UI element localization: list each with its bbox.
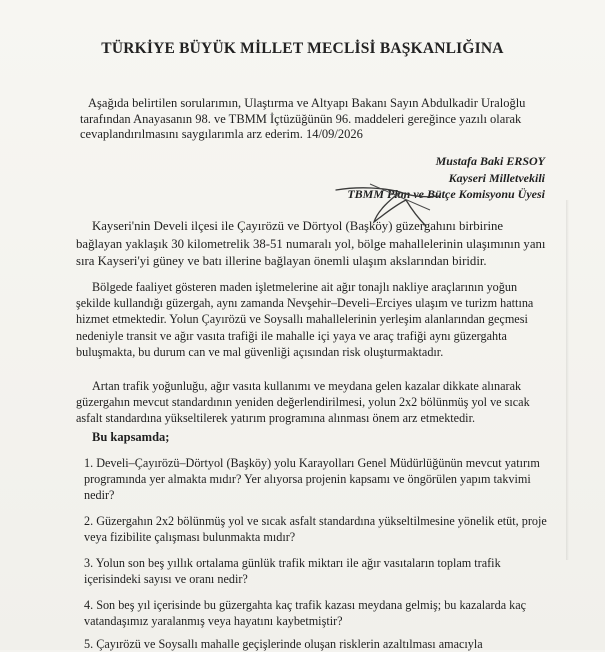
question-2: 2. Güzergahın 2x2 bölünmüş yol ve sıcak asfalt standardına yükseltilmesine yönelik etüt, proje veya fizibilite çalışması bulunmakta mıdır? [84,514,547,544]
signer-committee: TBMM Plan ve Bütçe Komisyonu Üyesi [347,187,545,201]
signer-name: Mustafa Baki ERSOY [435,154,545,168]
body-paragraph-1: Kayseri'nin Develi ilçesi ile Çayırözü ve Dörtyol (Başköy) güzergahını birbirine bağlayan yaklaşık 30 kilometrelik 38-51 numaralı yol, bölge mahallelerinin ulaşımının yanı sıra Kayseri'yi güney ve batı illerine bağlayan önemli ulaşım akslarından biridir. [76,219,546,268]
question-1: 1. Develi–Çayırözü–Dörtyol (Başköy) yolu Karayolları Genel Müdürlüğünün mevcut yatırım programında yer almakta mıdır? Yer alıyorsa projenin kapsamı ve öngörülen yapım takvimi nedir? [84,456,540,502]
questions-heading: Bu kapsamda; [92,430,170,444]
question-5: 5. Çayırözü ve Soysallı mahalle geçişlerinde oluşan risklerin azaltılması amacıyla [84,637,483,651]
page-fold-shadow [566,200,569,560]
body-paragraph-3: Artan trafik yoğunluğu, ağır vasıta kullanımı ve meydana gelen kazalar dikkate alınarak güzergahın mevcut standardının yeniden değerlendirilmesi, yolun 2x2 bölünmüş yol ve sıcak asfalt standardına yükseltilerek yatırım programına alınması önem arz etmektedir. [76,379,530,426]
question-3: 3. Yolun son beş yıllık ortalama günlük trafik miktarı ile ağır vasıtaların toplam trafik içerisindeki sayısı ve oranı nedir? [84,556,501,586]
body-paragraph-2: Bölgede faaliyet gösteren maden işletmelerine ait ağır tonajlı nakliye araçlarının yoğun şekilde kullandığı güzergah, aynı zamanda Nevşehir–Develi–Erciyes ulaşım ve turizm hattına hizmet etmektedir. Yolun Çayırözü ve Soysallı mahallelerinin yerleşim alanlarından geçmesi nedeniyle transit ve ağır vasıta trafiği ile mahalle içi yaya ve araç trafiği aynı güzergahta buluşmakta, bu durum can ve mal güvenliği açısından risk oluşturmaktadır. [76,280,534,359]
document-title: TÜRKİYE BÜYÜK MİLLET MECLİSİ BAŞKANLIĞINA [101,40,504,57]
question-4: 4. Son beş yıl içerisinde bu güzergahta kaç trafik kazası meydana gelmiş; bu kazalarda kaç vatandaşımız yaralanmış veya hayatını kaybetmiştir? [84,598,527,628]
signer-role: Kayseri Milletvekili [448,170,545,185]
intro-paragraph: Aşağıda belirtilen sorularımın, Ulaştırma ve Altyapı Bakanı Sayın Abdulkadir Uraloğlu tarafından Anayasanın 98. ve TBMM İçtüzüğünün 96. maddeleri gereğince yazılı olarak cevaplandırılmasını saygılarımla arz ederim. 14/09/2026 [80,96,526,141]
